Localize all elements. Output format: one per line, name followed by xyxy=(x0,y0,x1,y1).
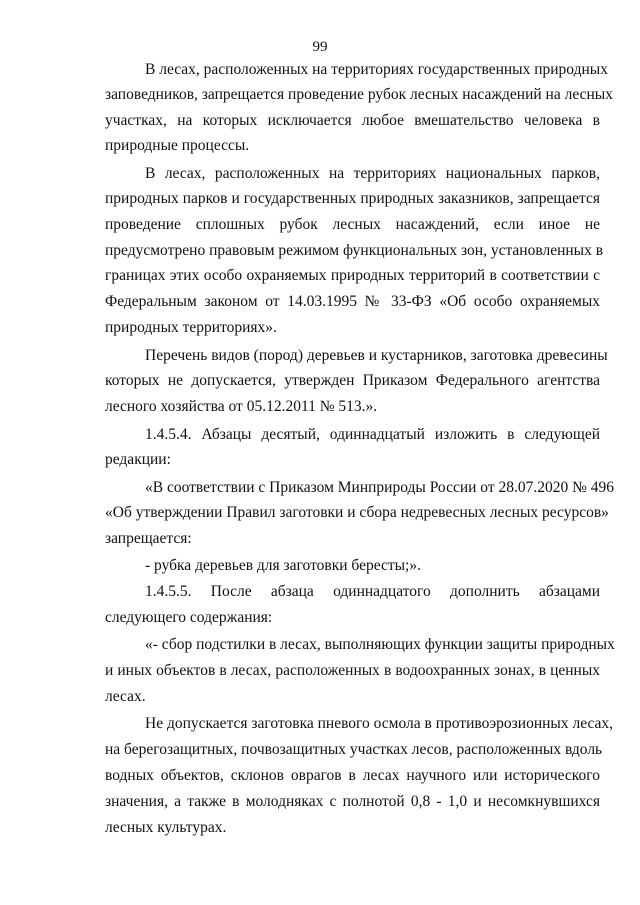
text-line: лесного хозяйства от 05.12.2011 № 513.». xyxy=(105,398,378,415)
text-line: «Об утверждении Правил заготовки и сбора недревесных лесных ресурсов» xyxy=(105,504,609,521)
text-line: В лесах, расположенных на территориях национальных парков, xyxy=(145,165,600,182)
page-number: 99 xyxy=(312,39,328,55)
text-line: и иных объектов в лесах, расположенных в водоохранных зонах, в ценных xyxy=(105,662,600,679)
text-line: - рубка деревьев для заготовки бересты;». xyxy=(145,557,421,574)
text-line: водных объектов, склонов оврагов в лесах научного или исторического xyxy=(105,767,600,784)
text-line: запрещается: xyxy=(105,530,192,547)
text-line: значения, а также в молодняках с полнотой 0,8 - 1,0 и несомкнувшихся xyxy=(105,793,600,810)
text-line: 1.4.5.4. Абзацы десятый, одиннадцатый изложить в следующей xyxy=(145,426,600,443)
text-line: заповедников, запрещается проведение рубок лесных насаждений на лесных xyxy=(105,86,613,103)
text-line: которых не допускается, утвержден Приказом Федерального агентства xyxy=(105,372,600,389)
text-line: Перечень видов (пород) деревьев и кустарников, заготовка древесины xyxy=(145,347,608,364)
text-line: предусмотрено правовым режимом функциональных зон, установленных в xyxy=(105,242,604,259)
text-line: лесных культурах. xyxy=(105,819,227,836)
text-line: природные процессы. xyxy=(105,137,250,154)
text-line: природных территориях». xyxy=(105,319,277,336)
text-line: лесах. xyxy=(105,688,146,705)
text-line: «В соответствии с Приказом Минприроды России от 28.07.2020 № 496 xyxy=(145,479,615,496)
text-line: редакции: xyxy=(105,451,171,468)
text-line: Федеральным законом от 14.03.1995 № 33-ФЗ «Об особо охраняемых xyxy=(105,293,600,310)
text-line: «- сбор подстилки в лесах, выполняющих функции защиты природных xyxy=(145,636,615,653)
text-line: природных парков и государственных природных заказников, запрещается xyxy=(105,190,600,207)
text-line: следующего содержания: xyxy=(105,609,273,626)
text-line: участках, на которых исключается любое вмешательство человека в xyxy=(105,112,600,129)
text-line: Не допускается заготовка пневого осмола в противоэрозионных лесах, xyxy=(145,715,614,732)
text-line: на берегозащитных, почвозащитных участках лесов, расположенных вдоль xyxy=(105,741,603,758)
text-line: границах этих особо охраняемых природных территорий в соответствии с xyxy=(105,267,600,284)
text-line: проведение сплошных рубок лесных насаждений, если иное не xyxy=(105,216,600,233)
text-line: В лесах, расположенных на территориях государственных природных xyxy=(145,61,608,78)
text-line: 1.4.5.5. После абзаца одиннадцатого дополнить абзацами xyxy=(145,583,600,600)
